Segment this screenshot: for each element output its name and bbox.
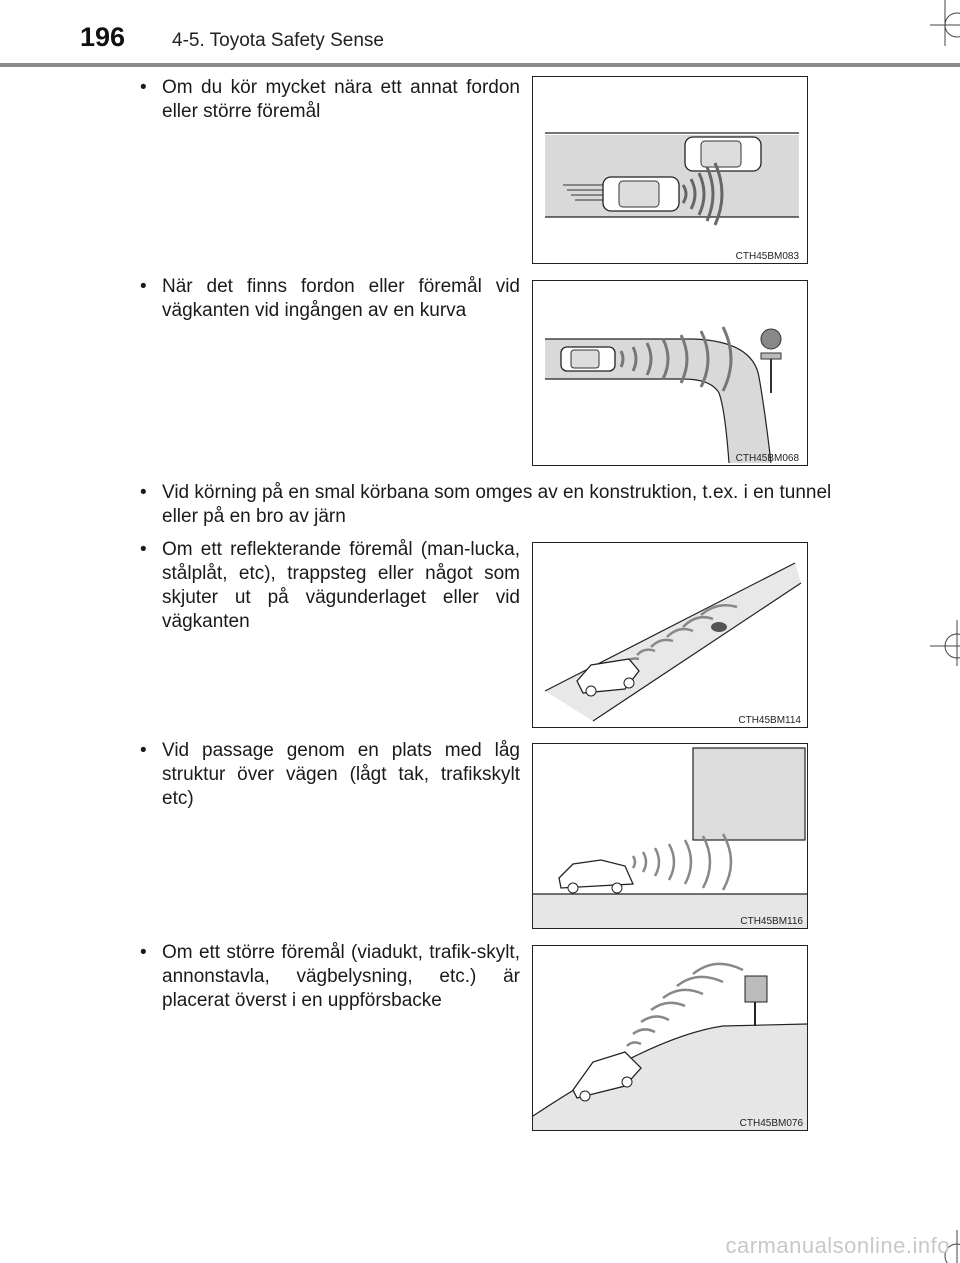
low-structure-illustration (533, 744, 807, 928)
figure-code: CTH45BM076 (739, 1118, 803, 1129)
item-text: Om ett större föremål (viadukt, trafik-skylt, annonstavla, vägbelysning, etc.) är placerat överst i en uppförsbacke (162, 942, 520, 1011)
bullet: • (140, 740, 147, 761)
figure-code: CTH45BM116 (740, 916, 803, 927)
item-text: Om du kör mycket nära ett annat fordon eller större föremål (162, 77, 520, 122)
list-item (140, 739, 520, 811)
manhole-illustration (533, 543, 807, 727)
figure-close-vehicle (532, 76, 808, 264)
item-text: Om ett reflekterande föremål (man-lucka, stålplåt, etc), trappsteg eller något som skjuter ut på vägunderlaget eller vid vägkanten (162, 539, 520, 632)
figure-low-structure (532, 743, 808, 929)
figure-code: CTH45BM083 (735, 251, 799, 262)
bullet: • (140, 942, 147, 963)
section-title: 4-5. Toyota Safety Sense (172, 30, 384, 51)
figure-uphill (532, 945, 808, 1131)
registration-mark-right (930, 620, 960, 666)
list-item (140, 275, 520, 323)
figure-code: CTH45BM114 (738, 715, 801, 726)
bullet: • (140, 482, 147, 503)
page-number: 196 (80, 22, 126, 52)
bullet: • (140, 77, 147, 98)
bullet: • (140, 539, 147, 560)
bullet: • (140, 276, 147, 297)
uphill-illustration (533, 946, 807, 1130)
figure-manhole (532, 542, 808, 728)
item-text: Vid passage genom en plats med låg struktur över vägen (lågt tak, trafikskylt etc) (162, 740, 520, 809)
watermark: carmanualsonline.info (725, 1233, 950, 1258)
list-item (140, 481, 836, 529)
registration-mark-top-right (930, 0, 960, 46)
figure-code: CTH45BM068 (735, 453, 799, 464)
close-vehicle-illustration (533, 77, 807, 263)
item-text: Vid körning på en smal körbana som omges av en konstruktion, t.ex. i en tunnel eller på en bro av järn (162, 482, 832, 527)
list-item (140, 76, 520, 124)
figure-curve-sign (532, 280, 808, 466)
list-item (140, 941, 520, 1013)
curve-sign-illustration (533, 281, 807, 465)
list-item (140, 538, 520, 634)
item-text: När det finns fordon eller föremål vid vägkanten vid ingången av en kurva (162, 276, 520, 321)
header-rule (0, 63, 960, 67)
